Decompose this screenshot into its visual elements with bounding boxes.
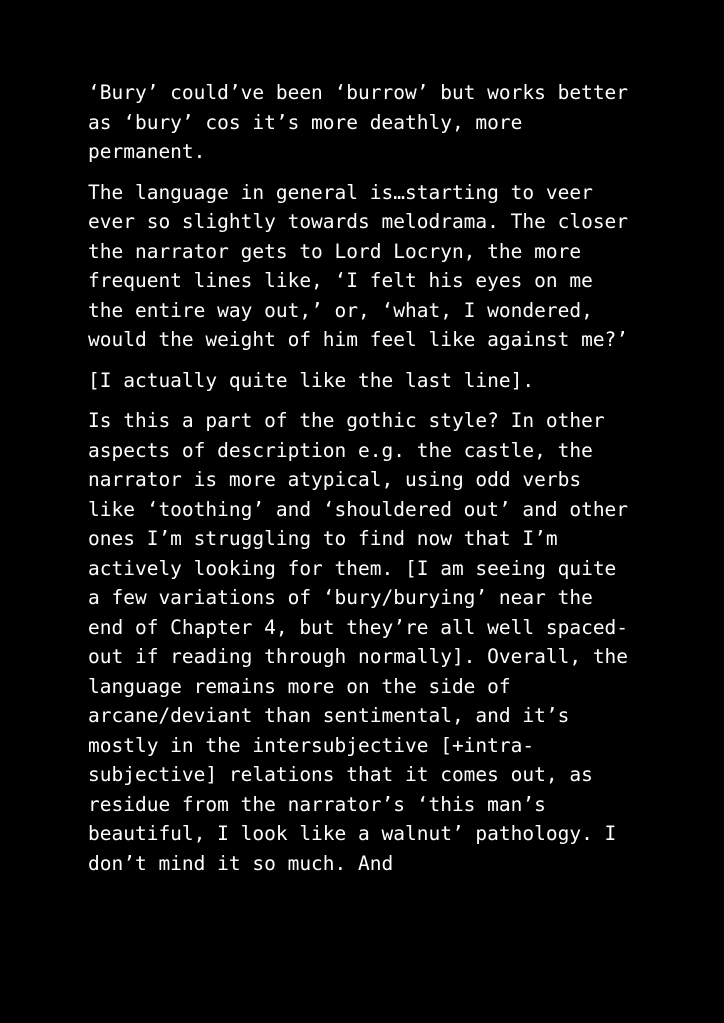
paragraph-2: The language in general is…starting to veer ever so slightly towards melodrama. The closer the narrator gets to Lord Locryn, the more frequent lines like, ‘I felt his eyes on me the entire way out,’ or, ‘what, I wondered, would the weight of him feel like against me?’: [88, 180, 640, 351]
paragraph-1: ‘Bury’ could’ve been ‘burrow’ but works better as ‘bury’ cos it’s more deathly, more permanent.: [88, 81, 640, 163]
paragraph-3: [I actually quite like the last line].: [88, 368, 535, 392]
paragraph-4: Is this a part of the gothic style? In other aspects of description e.g. the castle, the narrator is more atypical, using odd verbs like ‘toothing’ and ‘shouldered out’ and other ones I’m struggling to find now that I’m actively looking for them. [I am seeing quite a few variations of ‘bury/burying’ near the end of Chapter 4, but they’re all well spaced-out if reading through normally]. Overall, the language remains more on the side of arcane/deviant than sentimental, and it’s mostly in the intersubjective [+intra-subjective] relations that it comes out, as residue from the narrator’s ‘this man’s beautiful, I look like a walnut’ pathology. I don’t mind it so much. And: [88, 409, 640, 875]
